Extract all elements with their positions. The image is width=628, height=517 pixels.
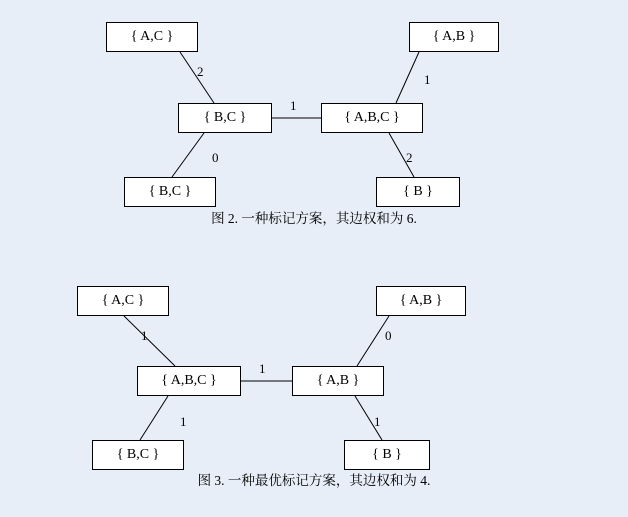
node-box: { B,C } bbox=[92, 440, 184, 470]
edge-weight-label: 1 bbox=[290, 98, 297, 113]
node-box: { B } bbox=[376, 177, 460, 207]
node-box: { B } bbox=[344, 440, 430, 470]
node-box: { A,C } bbox=[77, 286, 169, 316]
figure-3-caption: 图 3. 一种最优标记方案，其边权和为 4. bbox=[197, 473, 431, 488]
edge-weight-label: 2 bbox=[197, 64, 204, 79]
node-box: { A,B } bbox=[409, 22, 499, 52]
figure-2-container bbox=[0, 0, 628, 248]
node-box: { B,C } bbox=[178, 103, 272, 133]
edge-weight-label: 2 bbox=[406, 150, 413, 165]
node-box: { A,B,C } bbox=[137, 366, 241, 396]
node-box: { B,C } bbox=[124, 177, 216, 207]
figure-2-caption: 图 2. 一种标记方案，其边权和为 6. bbox=[211, 211, 417, 226]
node-box: { A,B,C } bbox=[321, 103, 423, 133]
figure-2-edges bbox=[0, 0, 628, 205]
node-box: { A,C } bbox=[106, 22, 198, 52]
figure-3-container bbox=[0, 262, 628, 517]
edge-weight-label: 1 bbox=[259, 361, 266, 376]
edge-weight-label: 0 bbox=[212, 150, 219, 165]
node-box: { A,B } bbox=[376, 286, 466, 316]
figure-3-canvas bbox=[0, 262, 628, 467]
edge-weight-label: 1 bbox=[180, 414, 187, 429]
edge-weight-label: 1 bbox=[374, 414, 381, 429]
edge-weight-label: 1 bbox=[141, 328, 148, 343]
node-box: { A,B } bbox=[292, 366, 384, 396]
figure-2-canvas bbox=[0, 0, 628, 205]
edge-weight-label: 0 bbox=[385, 328, 392, 343]
edge-weight-label: 1 bbox=[424, 72, 431, 87]
